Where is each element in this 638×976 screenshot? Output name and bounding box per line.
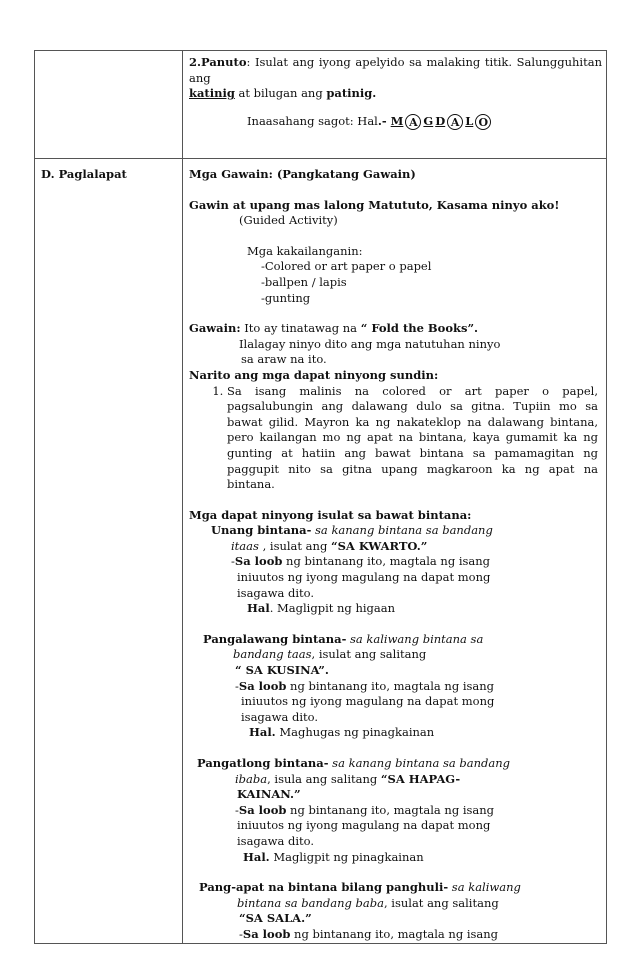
window3-line6: isagawa dito. bbox=[237, 833, 315, 848]
expected-answer bbox=[189, 114, 602, 130]
window2-loob: Sa loob bbox=[238, 678, 287, 693]
window4-label: Pang-apat na bintana bilang panghuli- bbox=[199, 880, 449, 895]
window2-line5: iniuutos ng iyong magulang na dapat mong bbox=[241, 694, 495, 709]
window3-line2 bbox=[189, 772, 602, 788]
table-row bbox=[35, 159, 607, 944]
circled-vowel: A bbox=[447, 114, 463, 130]
window1-hal: Hal bbox=[247, 601, 270, 616]
window3-hal: Hal. bbox=[243, 849, 270, 864]
material-item: -gunting bbox=[261, 290, 311, 305]
window1-label-line bbox=[189, 523, 602, 539]
panuto-cell bbox=[183, 51, 607, 159]
window3-position2: ibaba bbox=[235, 771, 268, 786]
window4-rest: , isulat ang salitang bbox=[383, 895, 499, 910]
steps-list bbox=[189, 384, 602, 493]
window1-line5: isagawa dito. bbox=[237, 585, 315, 600]
window2-name: “ SA KUSINA”. bbox=[235, 663, 329, 678]
list-item: 1. Sa isang malinis na colored or art paper o papel, pagsalubungin ang dalawang dulo sa gitna. Tupiin mo sa bawat gilid. Mayron ka ng nakateklop na dalawang bintana, pero kailangan mo ng apat na bintana, kaya gumamit ka ng gunting at hatiin ang bawat bintana sa pamamagitan ng paggupit nito sa gitna upang magkaroon ka ng apat na bintana. bbox=[227, 384, 602, 493]
window3-name1: “SA HAPAG- bbox=[380, 771, 461, 786]
underlined-consonant: D bbox=[435, 113, 446, 128]
window3-loob: Sa loob bbox=[238, 802, 287, 817]
underlined-consonant: L bbox=[465, 113, 474, 128]
panuto-text: : Isulat ang iyong apelyido sa malaking titik. Salungguhitan ang bbox=[189, 55, 602, 85]
window1-position: sa kanang bintana sa bandang bbox=[311, 523, 493, 538]
window1-name: “SA KWARTO.” bbox=[330, 538, 428, 553]
window3-name2: KAINAN.” bbox=[237, 787, 301, 802]
lesson-table bbox=[34, 50, 607, 944]
window2-line6: isagawa dito. bbox=[241, 709, 319, 724]
window3-rest: , isula ang salitang bbox=[267, 771, 381, 786]
circled-vowel: A bbox=[405, 114, 421, 130]
activity-heading: Mga Gawain: (Pangkatang Gawain) bbox=[189, 167, 416, 181]
material-item: -Colored or art paper o papel bbox=[261, 259, 432, 274]
katinig-word: katinig bbox=[189, 86, 235, 101]
window1-label: Unang bintana- bbox=[211, 523, 312, 538]
gawain-text: Ito ay tinatawag na bbox=[240, 321, 361, 336]
gawain-line2: Ilalagay ninyo dito ang mga natutuhan ninyo bbox=[239, 336, 501, 351]
window3-label: Pangatlong bintana- bbox=[197, 756, 329, 770]
patinig-word: patinig. bbox=[326, 86, 377, 101]
window2-rest: , isulat ang salitang bbox=[311, 647, 427, 662]
window1-hal-rest: . Magligpit ng higaan bbox=[269, 601, 396, 616]
window4-loob: Sa loob bbox=[242, 926, 291, 941]
section-label-cell bbox=[35, 159, 183, 944]
window1-loob: Sa loob bbox=[234, 554, 283, 569]
guided-note: (Guided Activity) bbox=[239, 213, 338, 228]
window3-line5: iniuutos ng iyong magulang na dapat mong bbox=[237, 818, 491, 833]
window3-label-line bbox=[189, 756, 602, 772]
underlined-consonant: G bbox=[423, 113, 434, 128]
window2-loob-line: -Sa loob ng bintanang ito, magtala ng isang bbox=[235, 678, 495, 693]
window3-hal-rest: Magligpit ng pinagkainan bbox=[269, 849, 424, 864]
window1-position2: itaas bbox=[231, 538, 259, 553]
window4-label-line bbox=[189, 880, 602, 896]
window4-position2: bintana sa bandang baba bbox=[237, 895, 384, 910]
window1-line4: iniuutos ng iyong magulang na dapat mong bbox=[237, 570, 491, 585]
panuto-label: 2.Panuto bbox=[189, 55, 247, 69]
window1-loob-rest: ng bintanang ito, magtala ng isang bbox=[282, 554, 491, 569]
window1-rest: , isulat ang bbox=[258, 538, 331, 553]
window2-position: sa kaliwang bintana sa bbox=[346, 631, 484, 646]
at-bilugan-text: at bilugan ang bbox=[234, 86, 327, 101]
gawain-label: Gawain: bbox=[189, 321, 241, 336]
window2-label-line bbox=[189, 632, 602, 648]
write-title: Mga dapat ninyong isulat sa bawat bintana: bbox=[189, 507, 472, 522]
expected-label: Inaasahang sagot: Hal bbox=[247, 113, 378, 128]
window3-example bbox=[189, 850, 602, 866]
window1-loob-line: -Sa loob ng bintanang ito, magtala ng isang bbox=[231, 554, 491, 569]
activity-subheading: Gawin at upang mas lalong Matututo, Kasama ninyo ako! bbox=[189, 197, 560, 212]
window4-loob-rest: ng bintanang ito, magtala ng isang bbox=[290, 926, 499, 941]
expected-sep: .- bbox=[377, 113, 387, 128]
window4-loob-line: -Sa loob ng bintanang ito, magtala ng isang bbox=[239, 926, 499, 941]
steps-title: Narito ang mga dapat ninyong sundin: bbox=[189, 367, 439, 382]
window2-name-line bbox=[189, 663, 602, 679]
panuto-paragraph bbox=[189, 55, 602, 86]
gawain-line3: sa araw na ito. bbox=[241, 352, 327, 367]
window1-line2 bbox=[189, 539, 602, 555]
window3-loob-rest: ng bintanang ito, magtala ng isang bbox=[286, 802, 495, 817]
materials-title: Mga kakailanganin: bbox=[247, 243, 363, 258]
empty-label-cell bbox=[35, 51, 183, 159]
panuto-line2 bbox=[189, 86, 602, 102]
circled-vowel: O bbox=[475, 114, 491, 130]
section-label: D. Paglalapat bbox=[41, 167, 127, 181]
window2-position2: bandang taas bbox=[233, 647, 312, 662]
window4-line2 bbox=[189, 896, 602, 912]
window3-name-line bbox=[189, 787, 602, 803]
window3-loob-line: -Sa loob ng bintanang ito, magtala ng isang bbox=[235, 802, 495, 817]
gawain-name: “ Fold the Books”. bbox=[360, 321, 479, 336]
window4-name: “SA SALA.” bbox=[239, 911, 312, 926]
material-item: -ballpen / lapis bbox=[261, 274, 347, 289]
window2-hal: Hal. bbox=[249, 725, 276, 740]
gawain-cell bbox=[183, 159, 607, 944]
window2-line2 bbox=[189, 647, 602, 663]
window4-position: sa kaliwang bbox=[448, 880, 521, 895]
window3-position: sa kanang bintana sa bandang bbox=[328, 756, 510, 770]
window2-example bbox=[189, 725, 602, 741]
window2-hal-rest: Maghugas ng pinagkainan bbox=[275, 725, 435, 740]
underlined-consonant: M bbox=[390, 113, 404, 128]
window2-label: Pangalawang bintana- bbox=[203, 631, 347, 646]
window4-name-line bbox=[189, 911, 602, 927]
table-row bbox=[35, 51, 607, 159]
window2-loob-rest: ng bintanang ito, magtala ng isang bbox=[286, 678, 495, 693]
window1-example bbox=[189, 601, 602, 617]
answer-letters bbox=[390, 114, 493, 130]
